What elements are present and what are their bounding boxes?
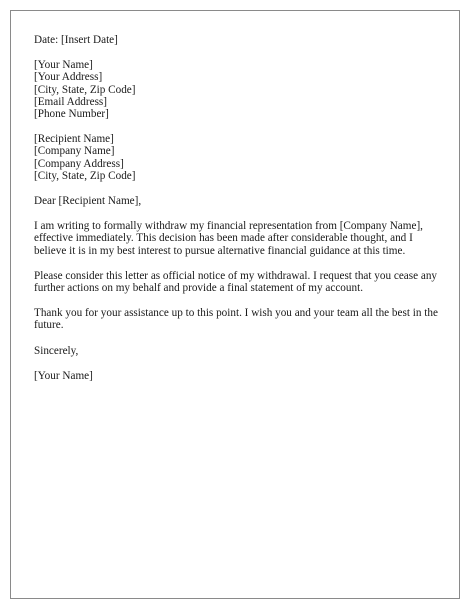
body-paragraph-1: I am writing to formally withdraw my financial representation from [Company Name], effective immediately. This decision has been made after considerable thought, and I believe it is in my best interest to pursue alternative financial guidance at this time. [34, 220, 423, 257]
recipient-address-block [34, 133, 444, 182]
sender-address-block [34, 59, 444, 120]
closing: Sincerely, [34, 344, 79, 357]
sender-city-state-zip: [City, State, Zip Code] [34, 83, 136, 96]
letter-page [10, 10, 460, 599]
recipient-company-name: [Company Name] [34, 145, 115, 158]
signature: [Your Name] [34, 369, 93, 382]
sender-phone: [Phone Number] [34, 108, 109, 121]
body-paragraph-3: Thank you for your assistance up to this point. I wish you and your team all the best in the future. [34, 307, 438, 332]
recipient-city-state-zip: [City, State, Zip Code] [34, 169, 136, 182]
sender-address: [Your Address] [34, 71, 103, 84]
recipient-company-address: [Company Address] [34, 157, 124, 170]
sender-email: [Email Address] [34, 95, 108, 108]
sender-name: [Your Name] [34, 59, 93, 72]
salutation: Dear [Recipient Name], [34, 195, 142, 208]
date-line: Date: [Insert Date] [34, 34, 118, 46]
letter-content [34, 34, 444, 382]
recipient-name: [Recipient Name] [34, 133, 114, 146]
body-paragraph-2: Please consider this letter as official notice of my withdrawal. I request that you cease any further actions on my behalf and provide a final statement of my account. [34, 269, 438, 295]
